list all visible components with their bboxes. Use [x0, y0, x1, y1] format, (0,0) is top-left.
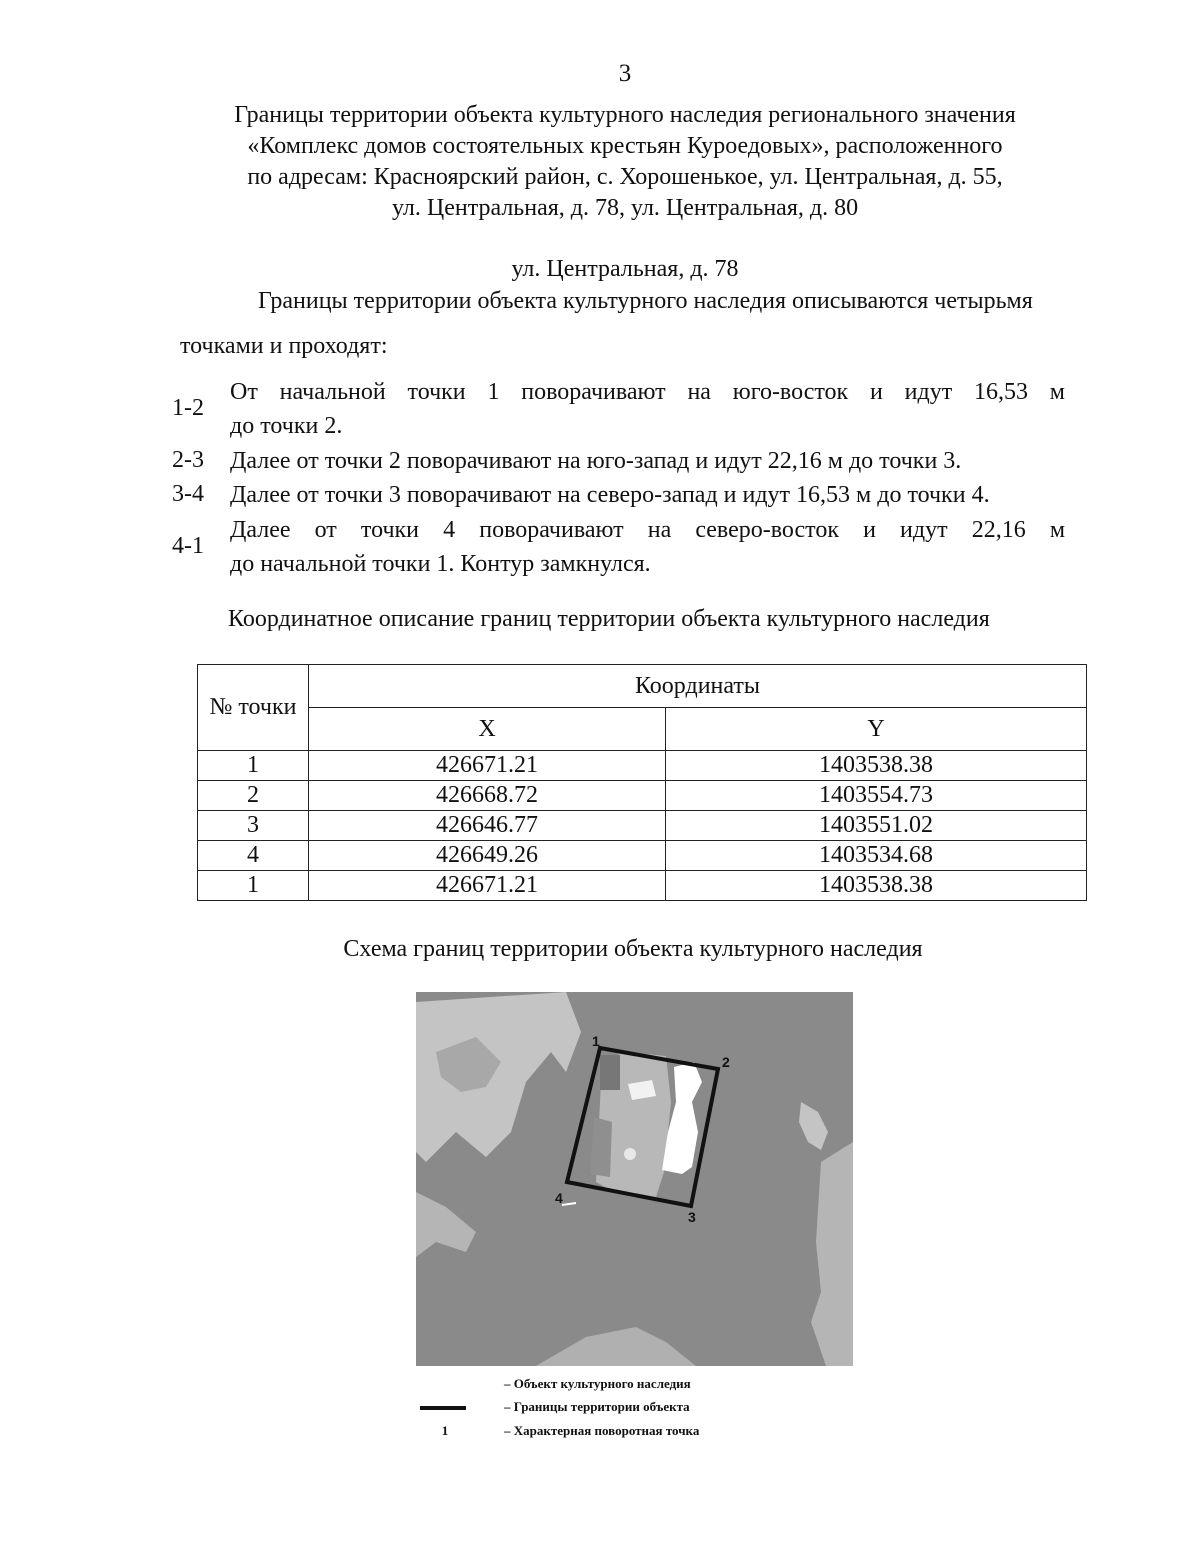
cell-point: 1 — [198, 871, 309, 901]
table-row — [198, 751, 1087, 781]
page-number: 3 — [618, 60, 632, 87]
header-x: X — [309, 708, 666, 751]
point-label-2: 2 — [722, 1054, 730, 1070]
scheme-title: Схема границ территории объекта культурного наследия — [343, 936, 923, 962]
title-line: ул. Центральная, д. 78, ул. Центральная, д. 80 — [391, 195, 859, 221]
segment-4-1 — [172, 513, 1067, 583]
address-heading: ул. Центральная, д. 78 — [511, 256, 739, 282]
segment-id: 4-1 — [172, 533, 204, 559]
intro-text-line1: Границы территории объекта культурного наследия описываются четырьмя — [258, 288, 1033, 314]
table-row — [198, 781, 1087, 811]
legend-text: – Границы территории объекта — [504, 1399, 690, 1414]
segment-text-line: От начальной точки 1 поворачивают на юго-восток и идут 16,53 м — [230, 379, 1065, 405]
coordinates-table — [197, 664, 1087, 901]
cell-point: 4 — [198, 841, 309, 871]
segment-3-4 — [172, 478, 1067, 512]
segment-2-3 — [172, 444, 1067, 478]
document-title — [170, 100, 1080, 224]
segment-text — [230, 513, 1065, 581]
cell-y: 1403554.73 — [666, 781, 1087, 811]
title-line: по адресам: Красноярский район, с. Хорошенькое, ул. Центральная, д. 55, — [247, 164, 1003, 190]
cell-y: 1403538.38 — [666, 751, 1087, 781]
structure-marker — [624, 1148, 636, 1160]
boundary-map — [416, 992, 853, 1366]
coordinates-title: Координатное описание границ территории объекта культурного наследия — [228, 606, 990, 632]
segment-id: 3-4 — [172, 481, 204, 507]
cell-x: 426671.21 — [309, 751, 666, 781]
cell-x: 426646.77 — [309, 811, 666, 841]
cell-y: 1403534.68 — [666, 841, 1087, 871]
cell-point: 1 — [198, 751, 309, 781]
legend-text: – Характерная поворотная точка — [504, 1423, 700, 1438]
segment-id: 2-3 — [172, 447, 204, 473]
segment-text — [230, 375, 1065, 443]
cell-y: 1403551.02 — [666, 811, 1087, 841]
legend-symbol: 1 — [441, 1423, 449, 1438]
title-line: Границы территории объекта культурного наследия регионального значения — [234, 102, 1016, 128]
table-row — [198, 841, 1087, 871]
segment-id: 1-2 — [172, 395, 204, 421]
point-label-4: 4 — [555, 1190, 563, 1206]
legend-text: – Объект культурного наследия — [504, 1376, 691, 1391]
table-row — [198, 811, 1087, 841]
title-line: «Комплекс домов состоятельных крестьян Куроедовых», расположенного — [247, 133, 1003, 159]
cell-x: 426671.21 — [309, 871, 666, 901]
segment-text: Далее от точки 2 поворачивают на юго-запад и идут 22,16 м до точки 3. — [230, 448, 962, 474]
segment-text-line: до начальной точки 1. Контур замкнулся. — [230, 551, 651, 577]
header-point-number: № точки — [198, 665, 309, 751]
legend-line-symbol — [420, 1406, 466, 1410]
table-row — [198, 871, 1087, 901]
segment-text-line: до точки 2. — [230, 413, 343, 439]
header-y: Y — [666, 708, 1087, 751]
parcel-dark-patch — [600, 1055, 620, 1090]
cell-x: 426668.72 — [309, 781, 666, 811]
header-coordinates: Координаты — [309, 665, 1087, 708]
cell-x: 426649.26 — [309, 841, 666, 871]
point-label-3: 3 — [688, 1209, 696, 1225]
point-label-1: 1 — [592, 1033, 600, 1049]
intro-text-line2: точками и проходят: — [180, 333, 388, 359]
segment-text-line: Далее от точки 4 поворачивают на северо-восток и идут 22,16 м — [230, 517, 1065, 543]
cell-point: 2 — [198, 781, 309, 811]
cell-y: 1403538.38 — [666, 871, 1087, 901]
cell-point: 3 — [198, 811, 309, 841]
segment-1-2 — [172, 375, 1067, 445]
segment-text: Далее от точки 3 поворачивают на северо-запад и идут 16,53 м до точки 4. — [230, 482, 990, 508]
